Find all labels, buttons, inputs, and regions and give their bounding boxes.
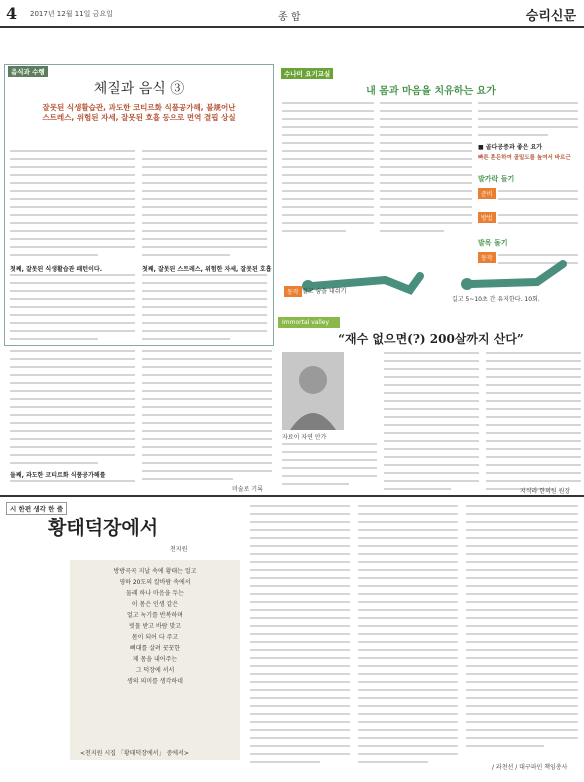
- section-a-heading: 첫째, 잘못된 식생활습관 패턴이다.: [10, 266, 102, 273]
- page-header: [0, 0, 584, 28]
- essay-col1: [250, 505, 350, 770]
- figure1-badge: 동작: [284, 286, 302, 297]
- poem-line: 둘레 하나 마음을 두는: [126, 590, 184, 597]
- article-body-col6: [10, 480, 135, 492]
- yoga-box-subheading: 빠른 흔든하여 골밀도를 높여서 바르근: [478, 155, 571, 161]
- figure2-caption: 길고 5~10초 간 유지한다. 10회.: [452, 296, 540, 303]
- poem-credit: <천지원 시집 「황태덕장에서」 중에서>: [80, 750, 189, 757]
- yoga-box-heading: ■ 골다공증과 좋은 요가: [478, 144, 543, 151]
- article-body-col2: [142, 150, 267, 258]
- step1-method-text: [498, 214, 578, 234]
- immortal-body-col2: [384, 352, 479, 490]
- poem-line: 생의 의미를 생각하네: [127, 678, 183, 685]
- poem-line: 방방곡곡 지날 속에 황태는 얼고: [113, 568, 197, 575]
- poem-byline: 천지원: [170, 546, 188, 553]
- article-title: 체질과 음식 ③: [93, 81, 185, 97]
- article-body-col4: [142, 274, 267, 342]
- section-title: 종 합: [278, 12, 301, 23]
- poem-line: 뼈대를 살려 꿋꿋한: [129, 645, 181, 652]
- article-body-col7: [142, 350, 272, 490]
- poem-line: 이 몸은 인생 같은: [131, 601, 179, 608]
- immortal-valley-label: Immortal valley: [278, 317, 340, 328]
- step2-badge: 동작: [478, 252, 496, 263]
- section-b-heading: 첫째, 잘못된 스트레스, 위험한 자세, 잘못된 호흡: [142, 266, 272, 273]
- section-c-heading: 둘째, 과도한 코티르화 식품공가해를: [10, 472, 106, 479]
- step1-text: [498, 190, 578, 210]
- immortal-body-col3: [486, 352, 581, 490]
- page-number: 4: [6, 4, 18, 23]
- issue-date: 2017년 12월 11일 금요일: [30, 10, 113, 18]
- yoga-pose-figure-2: [445, 250, 580, 300]
- yoga-body-col3: [478, 102, 578, 138]
- article-body-col1: [10, 150, 135, 258]
- bottom-divider: [0, 495, 584, 497]
- immortal-quote: “재수 없으면(?) 200살까지 산다”: [338, 332, 524, 346]
- immortal-body-col1: [282, 443, 377, 491]
- article-subtitle: 잘못된 식생활습관, 과도한 코티르화 식품공가해, 불规어난 스트레스, 위험된 자세, 잘못된 호흡 등으로 면역 결핍 상실: [42, 103, 236, 122]
- poem-title: 황태덕장에서: [48, 517, 159, 539]
- yoga-headline: 내 몸과 마음을 치유하는 요가: [366, 86, 496, 97]
- poem-text: [70, 566, 240, 687]
- poem-line: 영하 20도의 칼바람 속에서: [119, 579, 191, 586]
- poem-line: 빗물 받고 바람 맞고: [128, 623, 182, 630]
- poem-kicker: 시 한편 생각 한 줄: [6, 502, 67, 515]
- article-body-col5: [10, 350, 135, 465]
- poem-line: 그 덕장에 서서: [135, 667, 175, 674]
- yoga-body-col1: [282, 102, 374, 242]
- essay-col2: [358, 505, 458, 770]
- step1-badge: 준비: [478, 188, 496, 199]
- article-body-col3: [10, 274, 135, 342]
- author-photo: [282, 352, 344, 430]
- step1-method-badge: 방법: [478, 212, 496, 223]
- immortal-author: 지식라 한의원 원장: [520, 488, 571, 495]
- poem-line: 몸이 되어 다 주고: [131, 634, 179, 641]
- yoga-body-col2: [380, 102, 472, 242]
- article-author: 미술로 기록: [232, 486, 263, 493]
- article-kicker: 음식과 수행: [8, 66, 48, 77]
- poem-line: 제 몸을 내어주는: [132, 656, 178, 663]
- poem-line: 얼고 녹기를 반복하며: [127, 612, 183, 619]
- photo-caption: 자료이 자연 안가: [282, 434, 327, 441]
- essay-author: / 과천선 / 대구파인 책임총사: [492, 764, 568, 771]
- step2-heading: 발목 돌기: [478, 239, 508, 247]
- essay-col3: [466, 505, 578, 755]
- step1-heading: 발가락 들기: [478, 175, 515, 183]
- newspaper-brand: 승리신문: [525, 9, 576, 24]
- figure1-caption: 길고 숨을 내쉬기: [302, 288, 347, 295]
- yoga-kicker: 수나미 요기교실: [281, 68, 333, 79]
